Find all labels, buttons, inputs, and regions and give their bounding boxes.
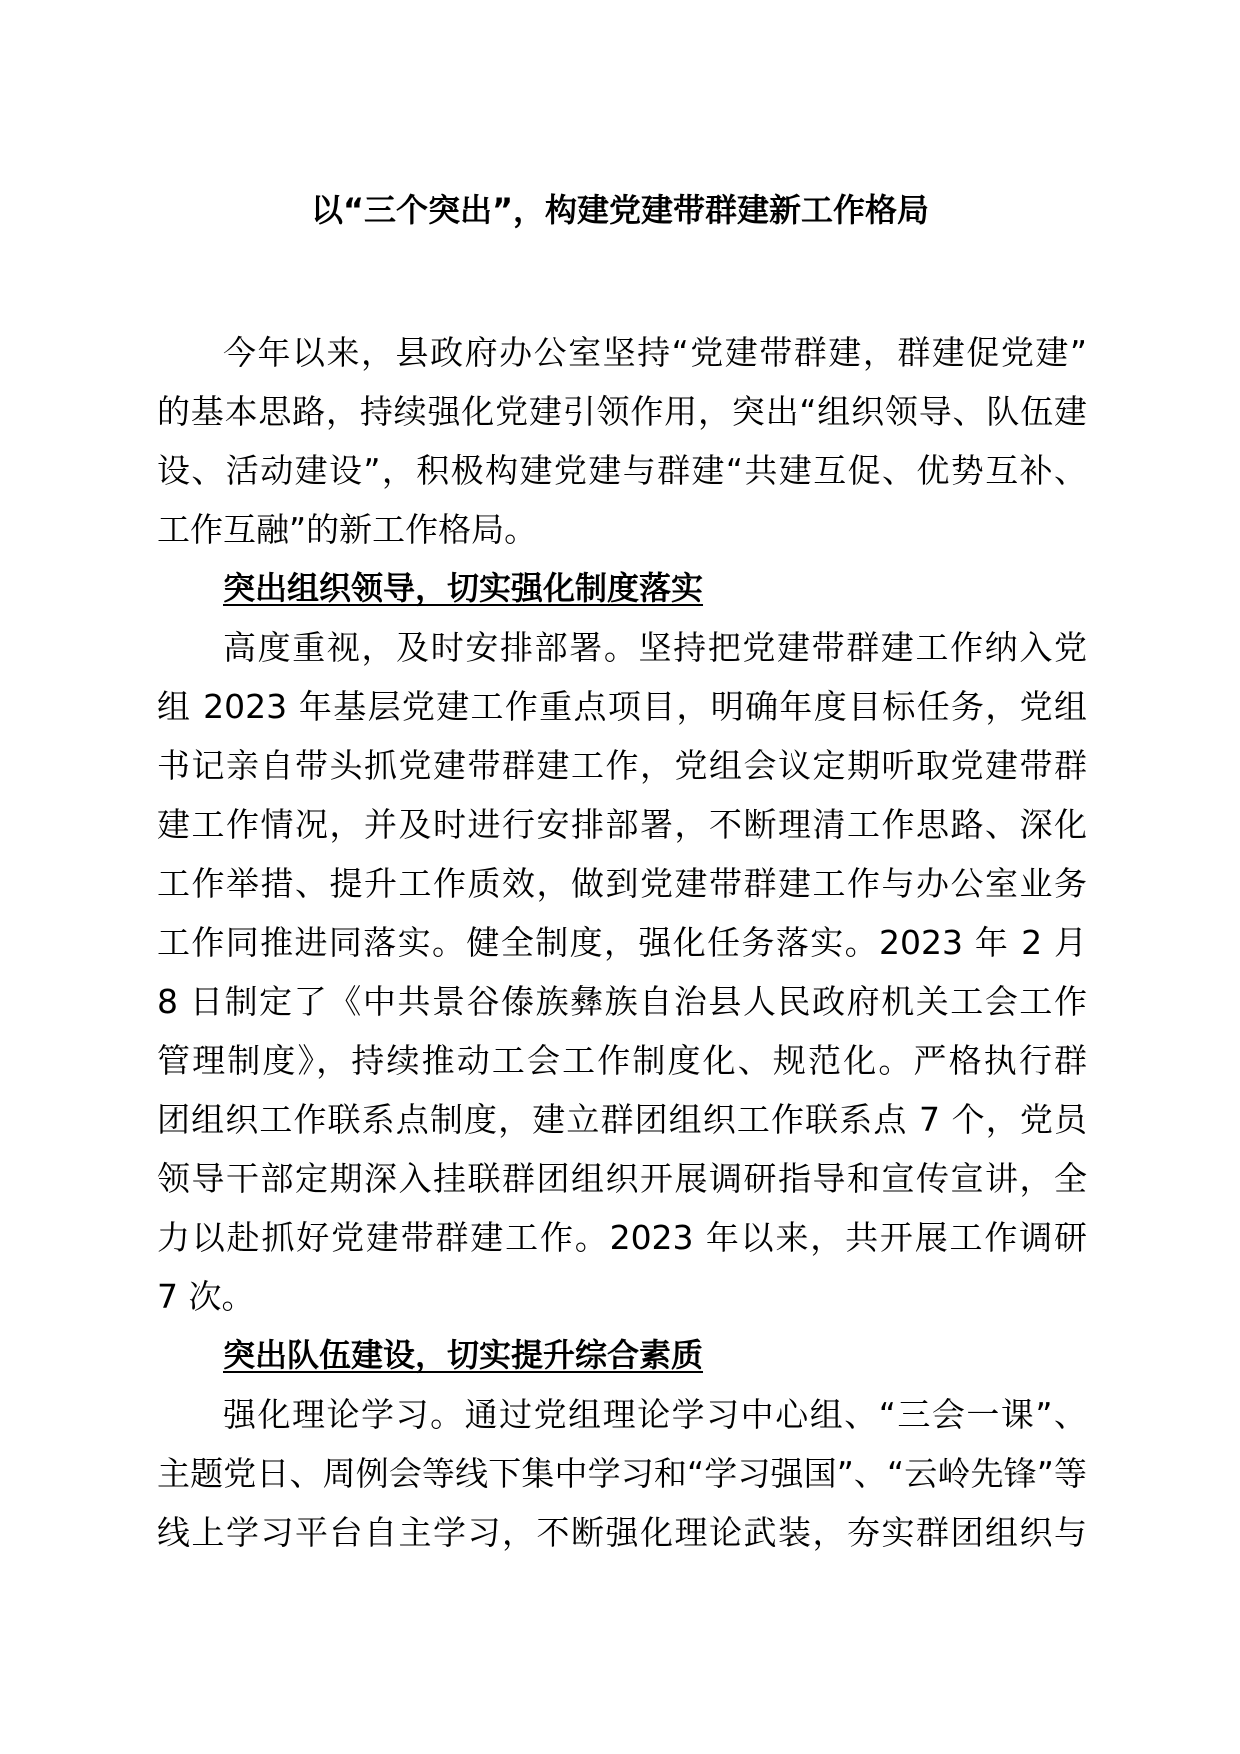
paragraph-line: 8 日制定了《中共景谷傣族彝族自治县人民政府机关工会工作 (157, 982, 1087, 1021)
section-heading-1 (157, 559, 1087, 618)
paragraph-line: 工作举措、提升工作质效，做到党建带群建工作与办公室业务 (157, 864, 1087, 903)
paragraph-line: 组 2023 年基层党建工作重点项目，明确年度目标任务，党组 (157, 687, 1087, 726)
paragraph-line: 高度重视，及时安排部署。坚持把党建带群建工作纳入党 (223, 628, 1087, 667)
paragraph-line: 工作互融”的新工作格局。 (157, 510, 538, 549)
paragraph-line: 强化理论学习。通过党组理论学习中心组、“三会一课”、 (223, 1395, 1087, 1434)
paragraph-line: 书记亲自带头抓党建带群建工作，党组会议定期听取党建带群 (157, 746, 1087, 785)
section-heading-text: 突出组织领导，切实强化制度落实 (223, 569, 704, 607)
paragraph-line: 团组织工作联系点制度，建立群团组织工作联系点 7 个，党员 (157, 1100, 1087, 1139)
section-2-paragraph (157, 1385, 1087, 1562)
document-body (157, 323, 1087, 1562)
section-heading-text: 突出队伍建设，切实提升综合素质 (223, 1336, 704, 1374)
paragraph-line: 工作同推进同落实。健全制度，强化任务落实。2023 年 2 月 (157, 923, 1087, 962)
paragraph-line: 主题党日、周例会等线下集中学习和“学习强国”、“云岭先锋”等 (157, 1454, 1087, 1493)
paragraph-line: 力以赴抓好党建带群建工作。2023 年以来，共开展工作调研 (157, 1218, 1087, 1257)
paragraph-line: 线上学习平台自主学习，不断强化理论武装，夯实群团组织与 (157, 1513, 1087, 1552)
section-1-paragraph (157, 618, 1087, 1326)
intro-paragraph (157, 323, 1087, 559)
paragraph-line: 今年以来，县政府办公室坚持“党建带群建，群建促党建” (223, 333, 1087, 372)
section-heading-2 (157, 1326, 1087, 1385)
paragraph-line: 管理制度》，持续推动工会工作制度化、规范化。严格执行群 (157, 1041, 1087, 1080)
paragraph-line: 领导干部定期深入挂联群团组织开展调研指导和宣传宣讲，全 (157, 1159, 1087, 1198)
paragraph-line: 7 次。 (157, 1277, 255, 1316)
paragraph-line: 设、活动建设”，积极构建党建与群建“共建互促、优势互补、 (157, 451, 1087, 490)
document-title: 以“三个突出”，构建党建带群建新工作格局 (310, 191, 930, 229)
paragraph-line: 的基本思路，持续强化党建引领作用，突出“组织领导、队伍建 (157, 392, 1087, 431)
paragraph-line: 建工作情况，并及时进行安排部署，不断理清工作思路、深化 (157, 805, 1087, 844)
